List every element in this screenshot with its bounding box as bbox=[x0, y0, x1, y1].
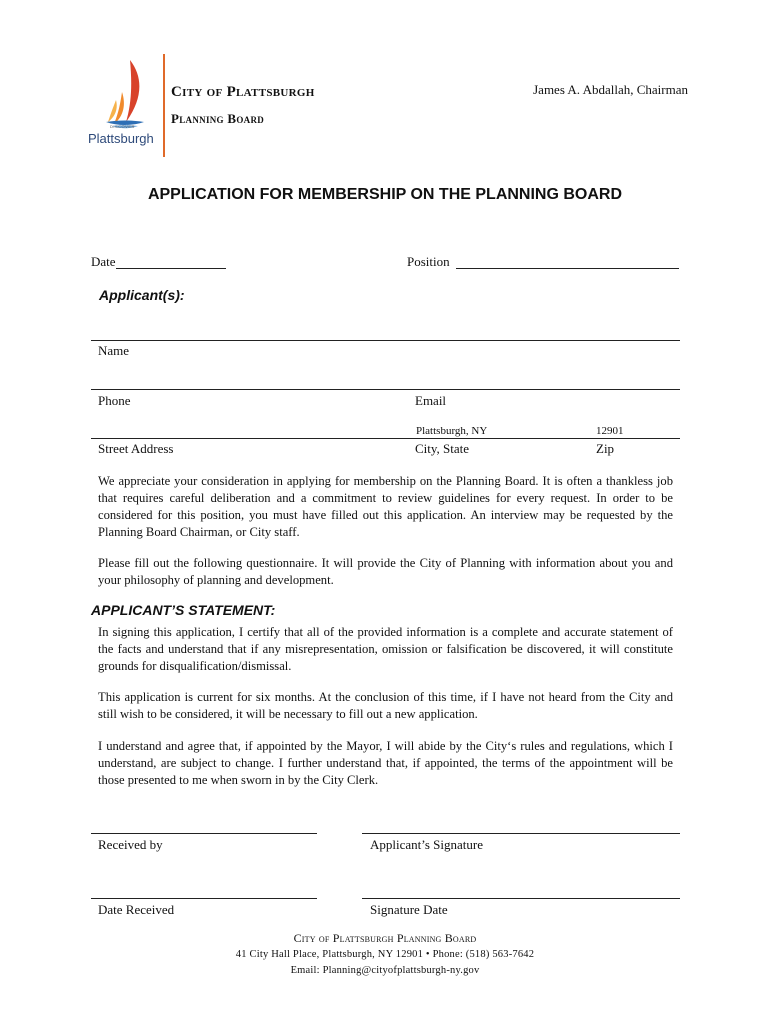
signature-date-label: Signature Date bbox=[370, 902, 448, 917]
city-state-label: City, State bbox=[415, 441, 470, 456]
board-name: Planning Board bbox=[171, 111, 265, 126]
logo-tagline: DISCOVER bbox=[110, 124, 135, 129]
street-address-label: Street Address bbox=[98, 441, 174, 456]
date-received-field[interactable] bbox=[91, 898, 317, 899]
agreement-paragraph: I understand and agree that, if appointed by the Mayor, I will abide by the City‘s rules and regulations, which I understand, are subject to change. I further understand that, if appointed, the terms of the appointment will be those presented to me when sworn in by the City Clerk. bbox=[98, 739, 673, 787]
zip-label: Zip bbox=[596, 441, 615, 456]
received-by-field[interactable] bbox=[91, 833, 317, 834]
logo-wordmark: Plattsburgh bbox=[88, 131, 154, 146]
page-title: APPLICATION FOR MEMBERSHIP ON THE PLANNING BOARD bbox=[147, 186, 623, 203]
applicant-signature-label: Applicant’s Signature bbox=[370, 837, 484, 852]
email-label: Email bbox=[415, 393, 447, 408]
date-label: Date bbox=[91, 254, 116, 269]
applicant-signature-field[interactable] bbox=[362, 833, 680, 834]
intro-paragraph: We appreciate your consideration in applying for membership on the Planning Board. It is often a thankless job that requires careful deliberation and a commitment to review guidelines for every request. In order to be considered for this position, you must have filled out this application. An interview may be requested by the Planning Board Chairman, or City staff. bbox=[98, 474, 673, 539]
chairman-name: James A. Abdallah, Chairman bbox=[533, 82, 688, 97]
date-received-label: Date Received bbox=[98, 902, 175, 917]
header-divider bbox=[163, 54, 165, 157]
statement-heading: APPLICANT’S STATEMENT: bbox=[91, 602, 276, 618]
zip-value: 12901 bbox=[596, 425, 624, 437]
footer-address: 41 City Hall Place, Plattsburgh, NY 12901 • Phone: (518) 563-7642 bbox=[235, 949, 535, 960]
address-field[interactable] bbox=[91, 438, 680, 439]
received-by-label: Received by bbox=[98, 837, 163, 852]
date-field[interactable] bbox=[116, 268, 226, 269]
name-field[interactable] bbox=[91, 340, 680, 341]
city-state-value: Plattsburgh, NY bbox=[416, 425, 488, 437]
questionnaire-paragraph: Please fill out the following questionnaire. It will provide the City of Planning with information about you and your philosophy of planning and development. bbox=[98, 556, 673, 587]
phone-email-field[interactable] bbox=[91, 389, 680, 390]
phone-label: Phone bbox=[98, 393, 131, 408]
city-name: City of Plattsburgh bbox=[171, 84, 315, 100]
footer-title: City of Plattsburgh Planning Board bbox=[293, 931, 477, 945]
name-label: Name bbox=[98, 343, 130, 358]
certification-paragraph: In signing this application, I certify that all of the provided information is a complete and accurate statement of the facts and understand that if any misrepresentation, omission or falsification be discovered, it will constitute grounds for disqualification/dismissal. bbox=[98, 625, 673, 673]
signature-date-field[interactable] bbox=[362, 898, 680, 899]
position-field[interactable] bbox=[456, 268, 679, 269]
position-label: Position bbox=[407, 254, 450, 269]
applicants-heading: Applicant(s): bbox=[99, 287, 185, 303]
validity-paragraph: This application is current for six months. At the conclusion of this time, if I have not heard from the City and still wish to be considered, it will be necessary to fill out a new application. bbox=[98, 690, 673, 721]
footer-email: Email: Planning@cityofplattsburgh-ny.gov bbox=[290, 965, 480, 976]
